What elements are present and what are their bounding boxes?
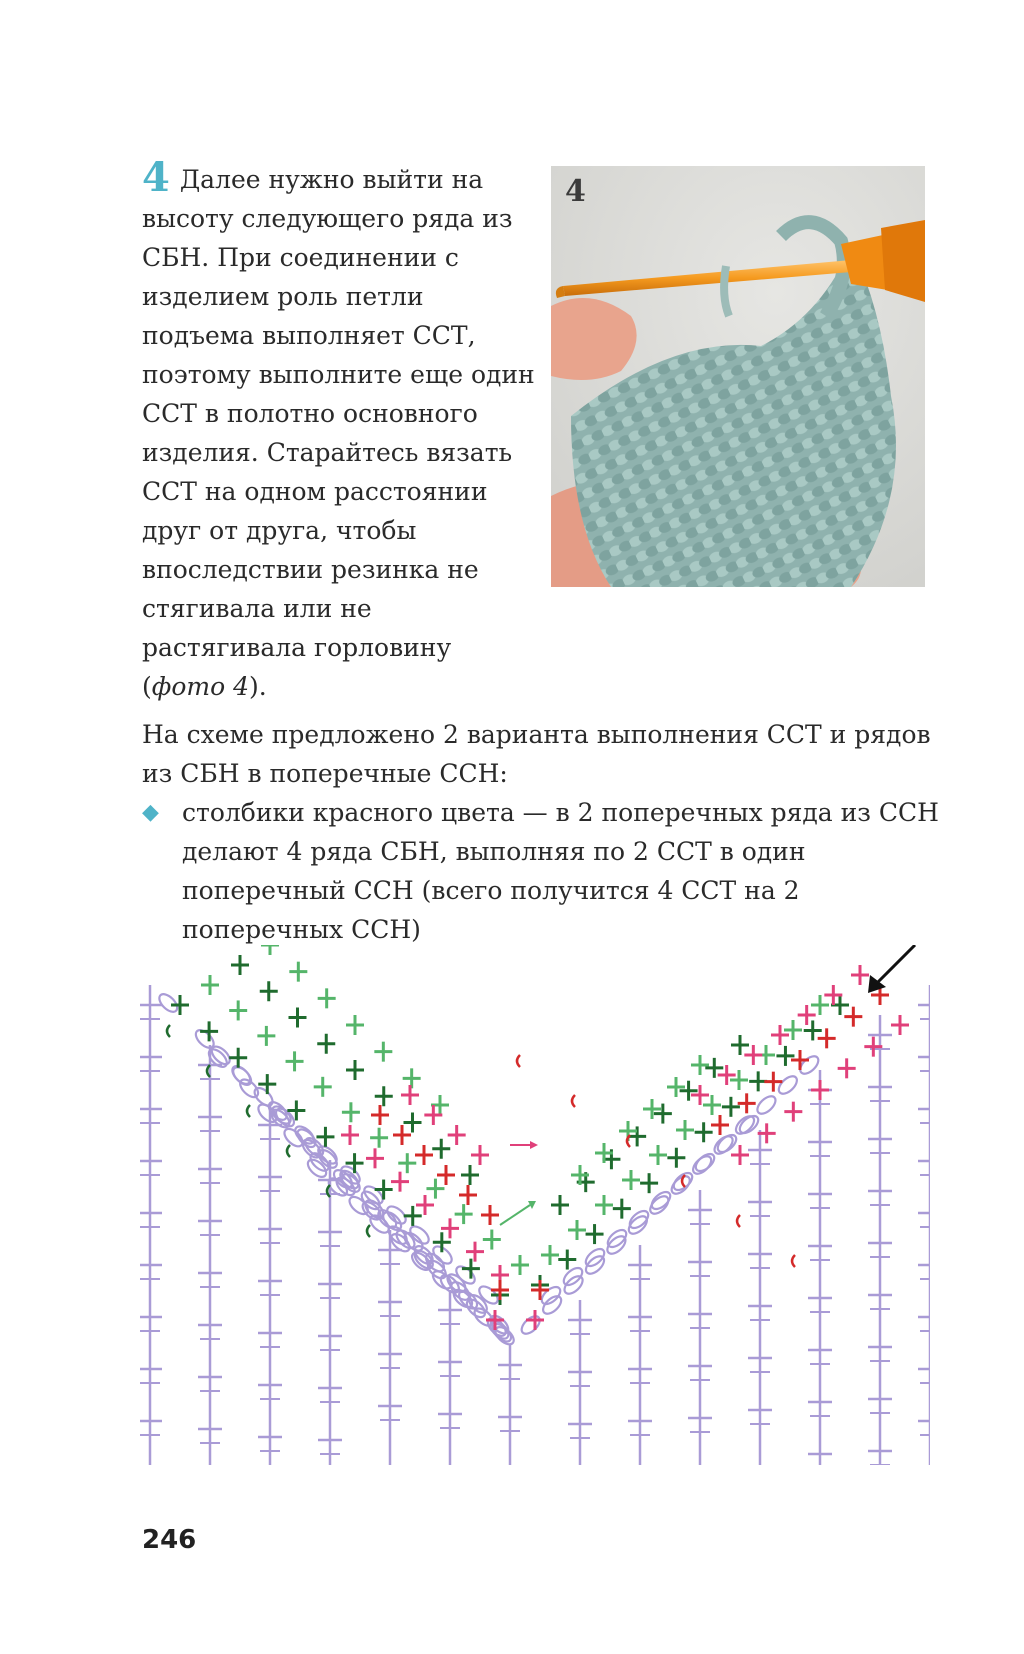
step-text: Далее нужно выйти на высоту следующего ряда из СБН. При соединении с изделием роль петли подъема выполняет ССТ, поэтому выполните еще один ССТ в полотно основного изделия. Старайтесь вязать ССТ на одном расстоянии друг от друга, чтобы впоследствии резинка не стягивала или не растягивала горловину ( — [142, 165, 535, 701]
chart-chain-stitch — [292, 1123, 316, 1146]
chart-chain-stitch — [519, 1313, 543, 1337]
chart-chain-stitch — [754, 1093, 778, 1117]
photo-crochet-step — [551, 166, 925, 587]
chart-chain-stitch — [776, 1073, 800, 1097]
photo-label: 4 — [565, 174, 586, 209]
chart-chain-stitch — [737, 1113, 761, 1136]
step-paragraph — [142, 154, 542, 706]
chart-arc-symbol — [682, 1175, 685, 1187]
crochet-scheme-svg — [140, 945, 930, 1465]
chart-chain-stitch — [693, 1151, 717, 1174]
chart-chain-stitch — [230, 1064, 254, 1088]
chart-chain-stitch — [715, 1132, 739, 1155]
chart-arc-symbol — [792, 1255, 795, 1267]
chart-chain-stitch — [209, 1043, 233, 1067]
chart-arc-symbol — [517, 1055, 520, 1067]
black-pointer-arrow — [875, 945, 915, 985]
chart-chain-stitch — [407, 1223, 431, 1246]
chart-arc-symbol — [367, 1225, 370, 1237]
photo-reference: фото 4 — [151, 672, 249, 701]
chart-arc-symbol — [737, 1215, 740, 1227]
crochet-photo-illustration — [551, 166, 925, 587]
chart-chain-stitch — [380, 1209, 404, 1233]
chart-arc-symbol — [287, 1145, 290, 1157]
step-number: 4 — [142, 154, 170, 201]
step-text-end: ). — [249, 672, 267, 701]
chart-arc-symbol — [572, 1095, 575, 1107]
chart-arrow-head — [530, 1141, 538, 1149]
chart-chain-stitch — [627, 1208, 651, 1231]
page-number: 246 — [142, 1525, 197, 1555]
chart-arc-symbol — [247, 1105, 250, 1117]
chart-chain-stitch — [649, 1189, 673, 1212]
scheme-intro-paragraph: На схеме предложено 2 варианта выполнения ССТ и рядов из СБН в поперечные ССН: — [142, 720, 931, 788]
chart-arc-symbol — [167, 1025, 170, 1037]
bullet-list-item — [142, 793, 942, 949]
chart-chain-stitch — [269, 1103, 293, 1126]
diamond-bullet-icon: ◆ — [142, 800, 159, 825]
chart-arrow — [500, 1205, 530, 1225]
bullet-text: столбики красного цвета — в 2 поперечных ряда из ССН делают 4 ряда СБН, выполняя по 2 ССТ в один поперечный ССН (всего получится 4 ССТ на 2 поперечных ССН) — [182, 798, 939, 944]
chart-chain-stitch — [711, 1133, 735, 1157]
chart-chain-stitch — [251, 1085, 275, 1109]
chart-chain-stitch — [156, 991, 180, 1015]
crochet-scheme-diagram — [140, 945, 930, 1465]
